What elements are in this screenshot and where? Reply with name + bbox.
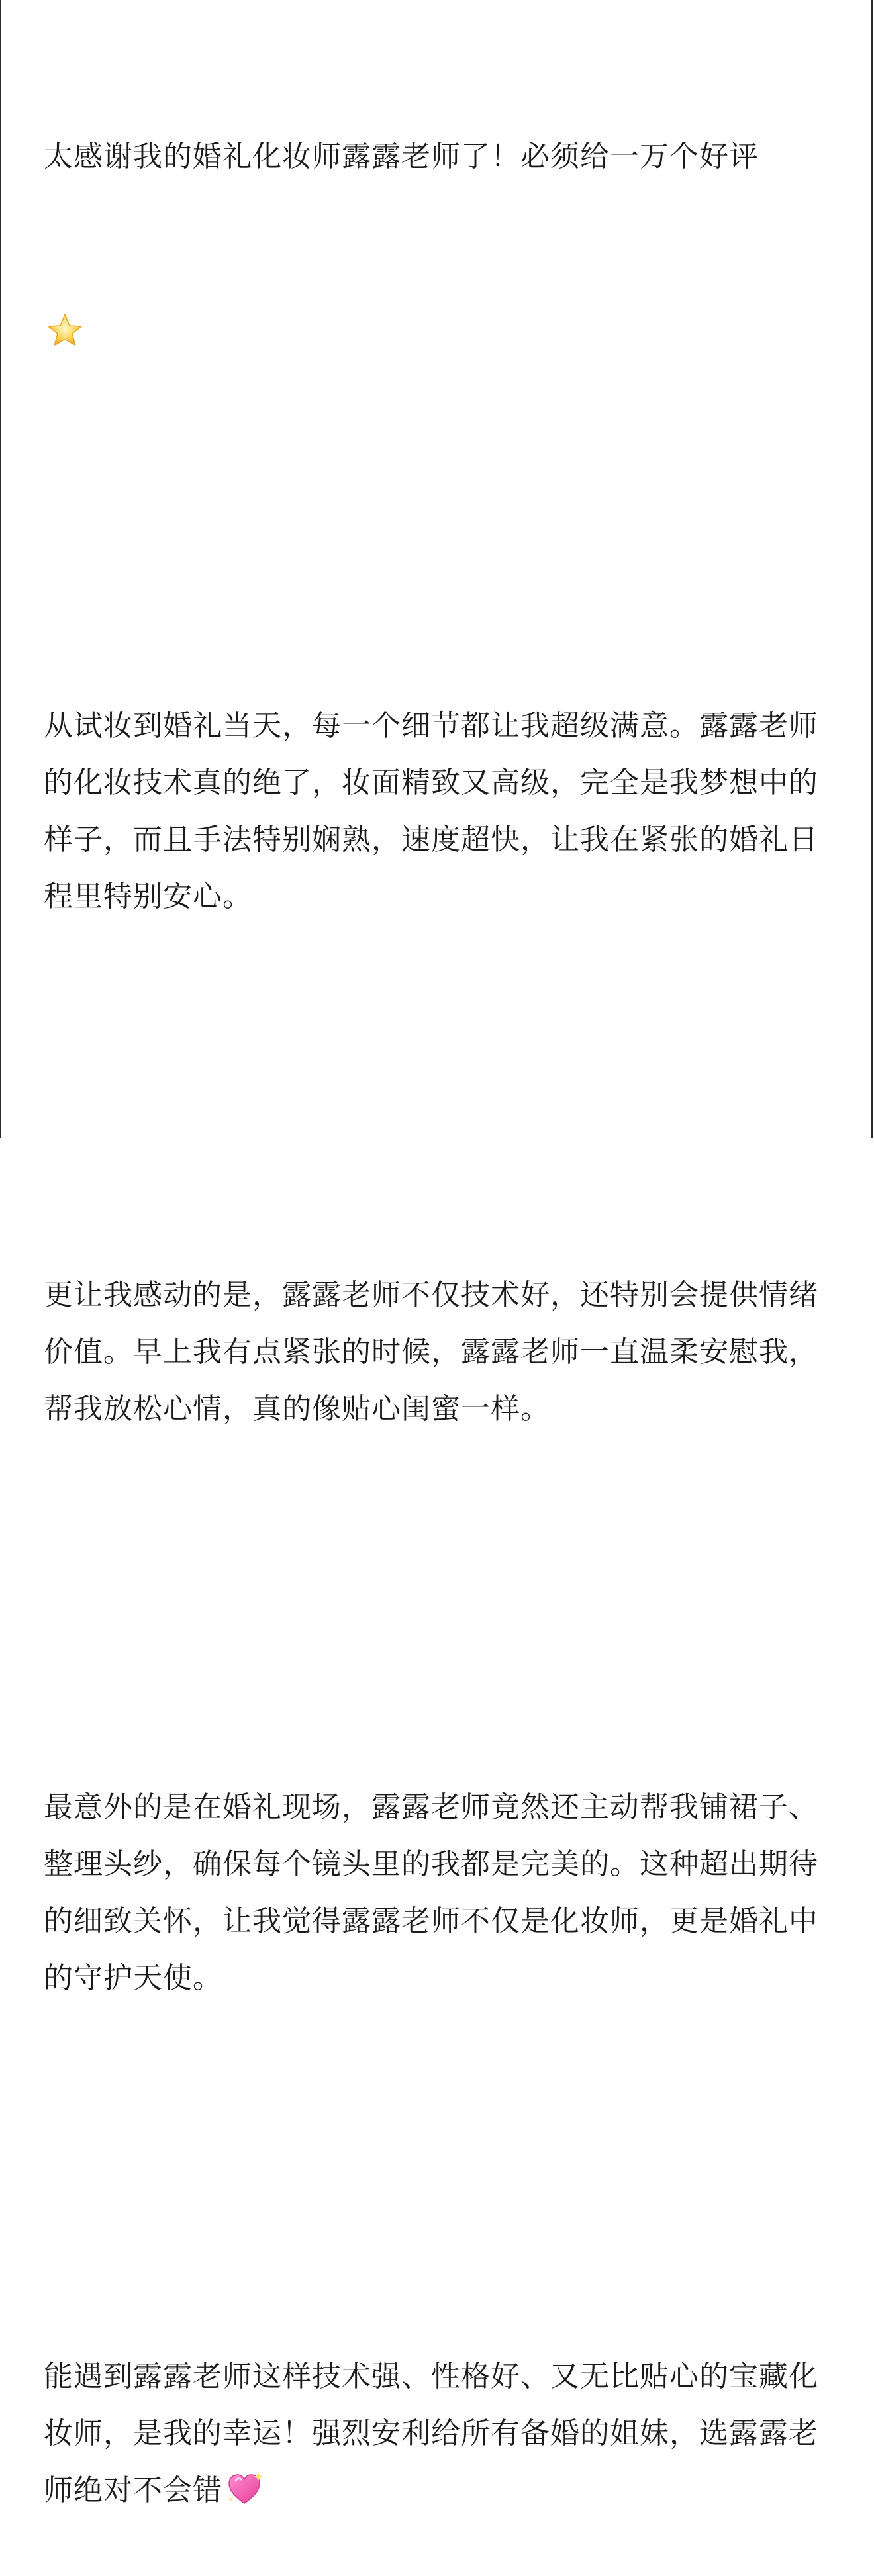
title-emoji (44, 299, 832, 356)
paragraph-2: 更让我感动的是，露露老师不仅技术好，还特别会提供情绪价值。早上我有点紧张的时候，露露老师一直温柔安慰我，帮我放松心情，真的像贴心闺蜜一样。 (44, 1278, 818, 1426)
post-title-line: 太感谢我的婚礼化妆师露露老师了！必须给一万个好评 (44, 140, 759, 173)
paragraph-gap (44, 527, 832, 584)
paragraph-gap (44, 1096, 832, 1153)
paragraph-4 (44, 2348, 832, 2519)
paragraph-4-text: 能遇到露露老师这样技术强、性格好、又无比贴心的宝藏化妆师，是我的幸运！强烈安利给所有备婚的姐妹，选露露老师绝对不会错 (44, 2360, 818, 2507)
star-icon (46, 312, 83, 349)
paragraph-gap (44, 1608, 832, 1665)
paragraph-1: 从试妆到婚礼当天，每一个细节都让我超级满意。露露老师的化妆技术真的绝了，妆面精致又高级，完全是我梦想中的样子，而且手法特别娴熟，速度超快，让我在紧张的婚礼日程里特别安心。 (44, 709, 818, 913)
post-body (44, 15, 832, 2576)
sparkling-heart-icon (225, 2470, 264, 2508)
paragraph-3: 最意外的是在婚礼现场，露露老师竟然还主动帮我铺裙子、整理头纱，确保每个镜头里的我都是完美的。这种超出期待的细致关怀，让我觉得露露老师不仅是化妆师，更是婚礼中的守护天使。 (44, 1790, 818, 1995)
paragraph-gap (44, 2178, 832, 2234)
